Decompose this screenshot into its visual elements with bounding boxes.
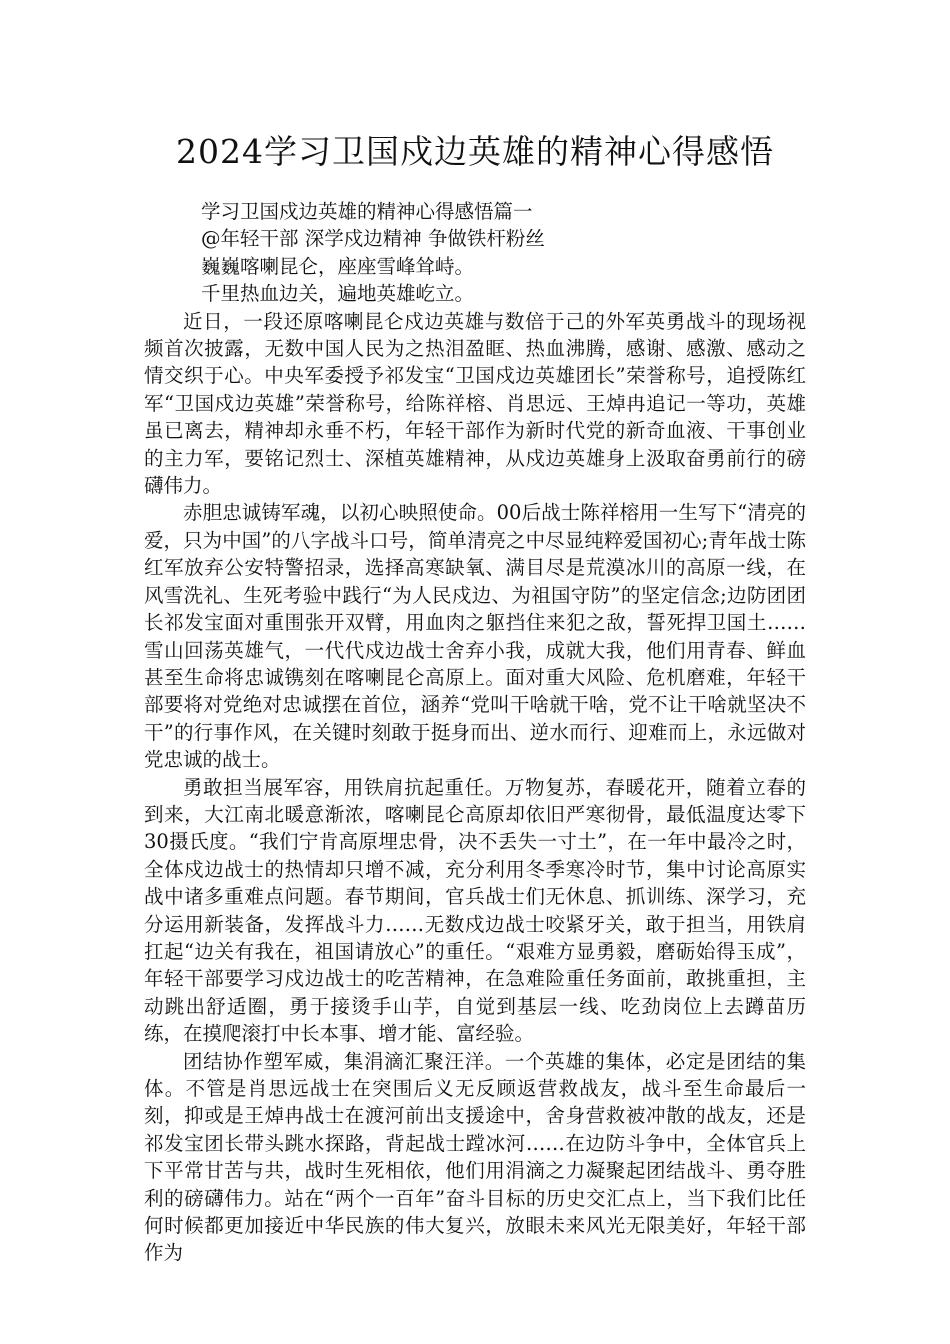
document-body [144,198,806,1267]
body-paragraph: 勇敢担当展军容，用铁肩抗起重任。万物复苏，春暖花开，随着立春的到来，大江南北暖意渐浓，喀喇昆仑高原却依旧严寒彻骨，最低温度达零下30摄氏度。“我们宁肯高原埋忠骨，决不丢失一寸土”，在一年中最冷之时，全体戍边战士的热情却只增不减，充分利用冬季寒冷时节，集中讨论高原实战中诸多重难点问题。春节期间，官兵战士们无休息、抓训练、深学习，充分运用新装备，发挥战斗力……无数戍边战士咬紧牙关，敢于担当，用铁肩扛起“边关有我在，祖国请放心”的重任。“艰难方显勇毅，磨砺始得玉成”，年轻干部要学习戍边战士的吃苦精神，在急难险重任务面前，敢挑重担，主动跳出舒适圈，勇于接烫手山芋，自觉到基层一线、吃劲岗位上去蹲苗历练，在摸爬滚打中长本事、增才能、富经验。 [144,775,806,1046]
section-subheading: @年轻干部 深学戍边精神 争做铁杆粉丝 [201,227,545,251]
body-paragraph: 近日，一段还原喀喇昆仑戍边英雄与数倍于己的外军英勇战斗的现场视频首次披露，无数中国人民为之热泪盈眶、热血沸腾，感谢、感激、感动之情交织于心。中央军委授予祁发宝“卫国戍边英雄团长”荣誉称号，追授陈红军“卫国戍边英雄”荣誉称号，给陈祥榕、肖思远、王焯冉追记一等功，英雄虽已离去，精神却永垂不朽，年轻干部作为新时代党的新奇血液、干事创业的主力军，要铭记烈士、深植英雄精神，从戍边英雄身上汲取奋勇前行的磅礴伟力。 [144,309,806,498]
body-paragraph: 赤胆忠诚铸军魂，以初心映照使命。00后战士陈祥榕用一生写下“清亮的爱，只为中国”的八字战斗口号，简单清亮之中尽显纯粹爱国初心;青年战士陈红军放弃公安特警招录，选择高寒缺氧、满目尽是荒漠冰川的高原一线，在风雪洗礼、生死考验中践行“为人民戍边、为祖国守防”的坚定信念;边防团团长祁发宝面对重围张开双臂，用血肉之躯挡住来犯之敌，誓死捍卫国土……雪山回荡英雄气，一代代戍边战士舍弃小我，成就大我，他们用青春、鲜血甚至生命将忠诚镌刻在喀喇昆仑高原上。面对重大风险、危机磨难，年轻干部要将对党绝对忠诚摆在首位，涵养“党叫干啥就干啥，党不让干啥就坚决不干”的行事作风，在关键时刻敢于挺身而出、逆水而行、迎难而上，永远做对党忠诚的战士。 [144,501,806,772]
verse-line: 千里热血边关，遍地英雄屹立。 [201,282,475,306]
verse-line: 巍巍喀喇昆仑，座座雪峰耸峙。 [201,254,475,278]
section-heading: 学习卫国戍边英雄的精神心得感悟篇一 [201,200,533,223]
body-paragraph: 团结协作塑军威，集涓滴汇聚汪洋。一个英雄的集体，必定是团结的集体。不管是肖思远战士在突围后义无反顾返营救战友，战斗至生命最后一刻，抑或是王焯冉战士在渡河前出支援途中，舍身营救被冲散的战友，还是祁发宝团长带头跳水探路，背起战士蹚冰河……在边防斗争中，全体官兵上下平常甘苦与共，战时生死相依，他们用涓滴之力凝聚起团结战斗、勇夺胜利的磅礴伟力。站在“两个一百年”奋斗目标的历史交汇点上，当下我们比任何时候都更加接近中华民族的伟大复兴，放眼未来风光无限美好，年轻干部作为 [144,1049,806,1265]
document-title: 2024学习卫国戍边英雄的精神心得感悟 [176,132,774,171]
